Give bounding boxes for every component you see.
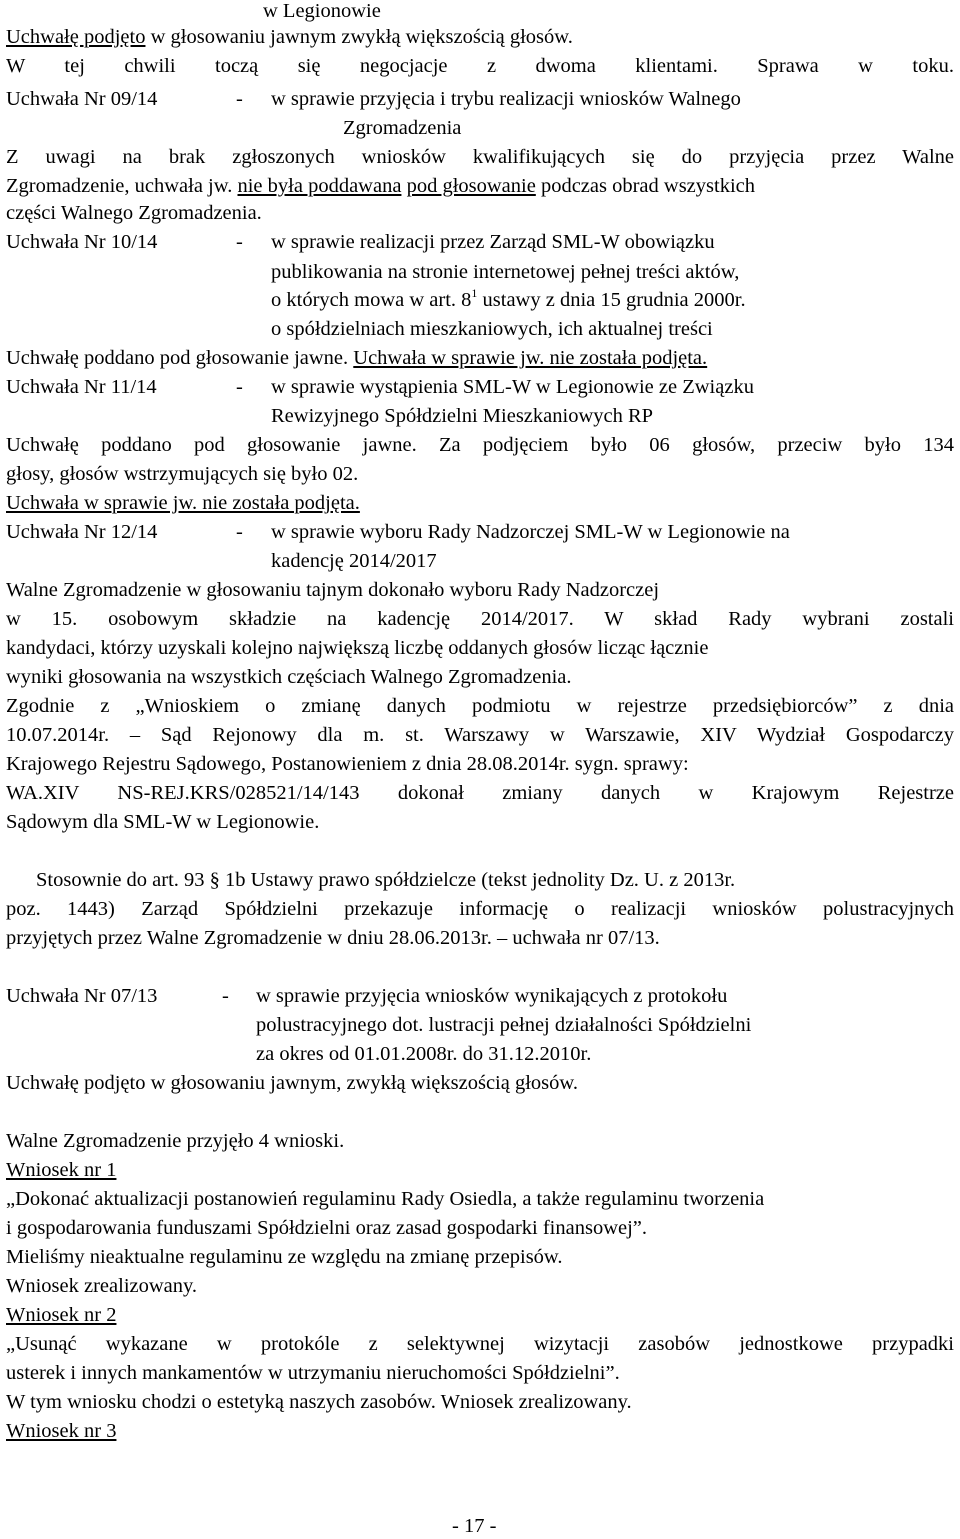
text-line: w 15. osobowym składzie na kadencję 2014/2017. W skład Rady wybrani zostali <box>6 608 954 630</box>
resolution-subject: publikowania na stronie internetowej pełnej treści aktów, <box>271 261 740 283</box>
text-line: W tej chwili toczą się negocjacje z dwoma klientami. Sprawa w toku. <box>6 55 954 77</box>
text-line: usterek i innych mankamentów w utrzymaniu nieruchomości Spółdzielni”. <box>6 1362 620 1384</box>
text-line: „Usunąć wykazane w protokóle z selektywnej wizytacji zasobów jednostkowe przypadki <box>6 1333 954 1355</box>
text-line: Uchwałę podjęto w głosowaniu jawnym, zwykłą większością głosów. <box>6 1072 578 1094</box>
underlined-text: Uchwała w sprawie jw. nie została podjęta. <box>353 347 708 369</box>
resolution-subject: o spółdzielniach mieszkaniowych, ich aktualnej treści <box>271 318 713 340</box>
motion-heading: Wniosek nr 2 <box>6 1304 117 1326</box>
text-line: Uchwałę poddano pod głosowanie jawne. Za podjęciem było 06 głosów, przeciw było 134 <box>6 434 954 456</box>
resolution-subject: polustracyjnego dot. lustracji pełnej działalności Spółdzielni <box>256 1014 752 1036</box>
motion-heading: Wniosek nr 3 <box>6 1420 117 1442</box>
resolution-subject: w sprawie wyboru Rady Nadzorczej SML-W w Legionowie na <box>271 521 790 543</box>
text-line: WA.XIV NS-REJ.KRS/028521/14/143 dokonał zmiany danych w Krajowym Rejestrze <box>6 782 954 804</box>
resolution-subject: za okres od 01.01.2008r. do 31.12.2010r. <box>256 1043 592 1065</box>
resolution-subject: w sprawie przyjęcia wniosków wynikających z protokołu <box>256 985 728 1007</box>
text-line: Wniosek zrealizowany. <box>6 1275 198 1297</box>
text-line: Zgromadzenie, uchwała jw. nie była poddawana pod głosowanie podczas obrad wszystkich <box>6 175 755 197</box>
text-line: Zgodnie z „Wnioskiem o zmianę danych podmiotu w rejestrze przedsiębiorców” z dnia <box>6 695 954 717</box>
motion-heading: Wniosek nr 1 <box>6 1159 117 1181</box>
dash: - <box>222 985 229 1007</box>
text-line: Krajowego Rejestru Sądowego, Postanowieniem z dnia 28.08.2014r. sygn. sprawy: <box>6 753 689 775</box>
text-line: głosy, głosów wstrzymujących się było 02. <box>6 463 359 485</box>
underlined-text: Uchwałę podjęto <box>6 26 146 48</box>
text-line: poz. 1443) Zarząd Spółdzielni przekazuje informację o realizacji wniosków polustracyjnych <box>6 898 954 920</box>
underlined-text: nie była poddawana <box>237 175 402 197</box>
text-line: Walne Zgromadzenie przyjęło 4 wnioski. <box>6 1130 345 1152</box>
resolution-subject: w sprawie wystąpienia SML-W w Legionowie ze Związku <box>271 376 754 398</box>
text-line: 10.07.2014r. – Sąd Rejonowy dla m. st. Warszawy w Warszawie, XIV Wydział Gospodarczy <box>6 724 954 746</box>
text-line: przyjętych przez Walne Zgromadzenie w dniu 28.06.2013r. – uchwała nr 07/13. <box>6 927 660 949</box>
text-line: Uchwałę poddano pod głosowanie jawne. Uchwała w sprawie jw. nie została podjęta. <box>6 347 708 369</box>
resolution-subject: w sprawie przyjęcia i trybu realizacji wniosków Walnego <box>271 88 741 110</box>
resolution-subject: o których mowa w art. $8^1$ ustawy z dnia 15 grudnia 2000r. <box>271 286 746 311</box>
text-line: Stosownie do art. 93 § 1b Ustawy prawo spółdzielcze (tekst jednolity Dz. U. z 2013r. <box>36 869 736 891</box>
resolution-subject: Rewizyjnego Spółdzielni Mieszkaniowych RP <box>271 405 654 427</box>
text-line: Walne Zgromadzenie w głosowaniu tajnym dokonało wyboru Rady Nadzorczej <box>6 579 660 601</box>
underlined-text: pod głosowanie <box>406 175 536 197</box>
resolution-heading: Uchwała Nr 09/14 <box>6 88 158 110</box>
text-line: w Legionowie <box>263 0 381 22</box>
resolution-subject: Zgromadzenia <box>343 117 462 139</box>
text-line: Z uwagi na brak zgłoszonych wniosków kwalifikujących się do przyjęcia przez Walne <box>6 146 954 168</box>
text-line: części Walnego Zgromadzenia. <box>6 202 262 224</box>
page-number: - 17 - <box>452 1515 497 1537</box>
resolution-subject: w sprawie realizacji przez Zarząd SML-W obowiązku <box>271 231 715 253</box>
resolution-subject: kadencję 2014/2017 <box>271 550 437 572</box>
dash: - <box>236 231 243 253</box>
text-line: Uchwałę podjęto w głosowaniu jawnym zwykłą większością głosów. <box>6 26 573 48</box>
text-line: kandydaci, którzy uzyskali kolejno największą liczbę oddanych głosów licząc łącznie <box>6 637 709 659</box>
resolution-heading: Uchwała Nr 11/14 <box>6 376 157 398</box>
underlined-text: Uchwała w sprawie jw. nie została podjęta. <box>6 492 360 514</box>
text-line: Sądowym dla SML-W w Legionowie. <box>6 811 320 833</box>
resolution-heading: Uchwała Nr 12/14 <box>6 521 158 543</box>
text-line: i gospodarowania funduszami Spółdzielni oraz zasad gospodarki finansowej”. <box>6 1217 648 1239</box>
text-line: „Dokonać aktualizacji postanowień regulaminu Rady Osiedla, a także regulaminu tworzenia <box>6 1188 765 1210</box>
dash: - <box>236 88 243 110</box>
text-line: Mieliśmy nieaktualne regulaminu ze względu na zmianę przepisów. <box>6 1246 563 1268</box>
resolution-heading: Uchwała Nr 10/14 <box>6 231 158 253</box>
dash: - <box>236 521 243 543</box>
resolution-heading: Uchwała Nr 07/13 <box>6 985 158 1007</box>
text-line: W tym wniosku chodzi o estetyką naszych zasobów. Wniosek zrealizowany. <box>6 1391 632 1413</box>
dash: - <box>236 376 243 398</box>
text-line: wyniki głosowania na wszystkich częściach Walnego Zgromadzenia. <box>6 666 572 688</box>
